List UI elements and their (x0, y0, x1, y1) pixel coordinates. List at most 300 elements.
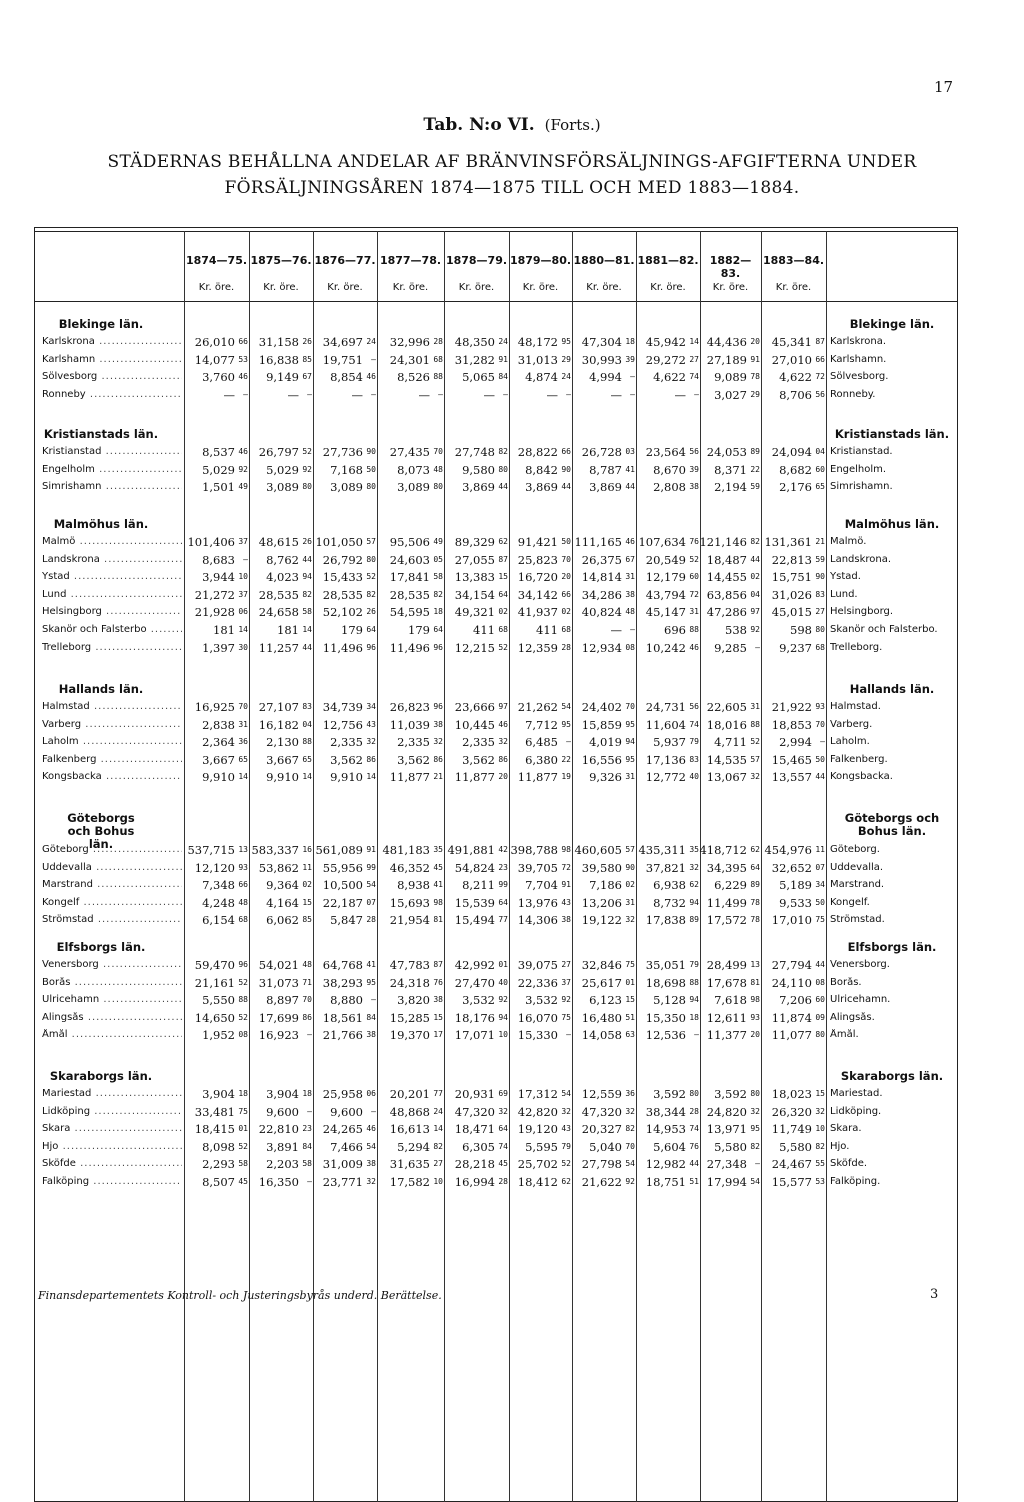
kronor-value: 34,395 (706, 860, 747, 875)
amount-cell (184, 842, 249, 859)
amount-cell (761, 352, 826, 369)
ore-value: 45 (238, 1177, 248, 1186)
ore-value: 06 (366, 1089, 376, 1098)
amount-cell (509, 752, 572, 769)
amount-cell (313, 1156, 377, 1173)
ore-value: 18 (625, 337, 635, 346)
ore-value: 94 (625, 737, 635, 747)
amount-cell (444, 534, 509, 551)
city-name-right: Landskrona. (830, 553, 892, 565)
ore-value: — (566, 1030, 571, 1040)
table-row (0, 1139, 1024, 1156)
kronor-value: 7,618 (714, 993, 747, 1008)
kronor-value: 3,532 (462, 993, 495, 1008)
kronor-value: 3,532 (525, 993, 558, 1008)
ore-value: 77 (498, 915, 508, 925)
kronor-value: 18,412 (517, 1175, 558, 1189)
amount-cell (572, 1139, 636, 1156)
amount-cell (184, 640, 249, 657)
ore-value: 81 (433, 915, 443, 925)
amount-cell (444, 1010, 509, 1027)
ore-value: — (243, 389, 248, 399)
ore-value: 80 (689, 1089, 699, 1098)
amount-cell (636, 842, 700, 859)
kronor-value: 4,622 (779, 370, 812, 385)
amount-cell (444, 877, 509, 894)
amount-cell (700, 1121, 761, 1138)
ore-value: 76 (689, 1141, 699, 1151)
amount-cell (636, 352, 700, 369)
amount-cell (636, 734, 700, 751)
amount-cell (184, 1121, 249, 1138)
amount-cell (377, 369, 444, 386)
ore-value: 32 (498, 737, 508, 747)
kronor-value: 12,179 (645, 570, 686, 585)
ore-value: 37 (561, 977, 571, 987)
unit-header: Kr. öre. (327, 282, 363, 293)
amount-cell (509, 842, 572, 859)
kronor-value: 9,580 (462, 462, 495, 477)
amount-cell (444, 860, 509, 877)
kronor-value: 21,954 (389, 913, 430, 928)
amount-cell (313, 604, 377, 621)
kronor-value: 17,582 (389, 1175, 430, 1189)
amount-cell (249, 479, 313, 496)
kronor-value: 24,603 (389, 552, 430, 567)
ore-value: 54 (366, 880, 376, 890)
amount-cell (444, 1104, 509, 1121)
kronor-value: 3,760 (202, 370, 235, 385)
amount-cell (313, 622, 377, 639)
city-name-left: Malmö ..... (42, 536, 182, 547)
amount-cell (509, 1121, 572, 1138)
amount-cell (377, 992, 444, 1009)
kronor-value: 8,938 (397, 878, 430, 893)
ore-value: 21 (815, 537, 825, 546)
kronor-value: 20,327 (581, 1122, 622, 1137)
amount-cell (509, 479, 572, 496)
amount-cell (313, 1010, 377, 1027)
kronor-value: 38,344 (645, 1104, 686, 1119)
ore-value: 64 (498, 1124, 508, 1134)
amount-cell (184, 1027, 249, 1044)
amount-cell (572, 479, 636, 496)
year-header: 1883—84. (762, 254, 825, 267)
ore-value: 50 (815, 754, 825, 764)
year-header: 1878—79. (445, 254, 508, 267)
ore-value: 08 (238, 1030, 248, 1040)
ore-value: — (307, 389, 312, 399)
city-name-left: Helsingborg ..... (42, 606, 182, 617)
ore-value: 65 (238, 754, 248, 764)
kronor-value: 2,194 (714, 480, 747, 495)
ore-value: 46 (238, 372, 248, 382)
amount-cell (509, 622, 572, 639)
amount-cell (377, 769, 444, 786)
ore-value: 66 (561, 589, 571, 599)
amount-cell (444, 895, 509, 912)
table-row (0, 1027, 1024, 1044)
ore-value: 14 (302, 772, 312, 782)
amount-cell (636, 640, 700, 657)
ore-value: 48 (302, 960, 312, 969)
kronor-value: 460,605 (574, 843, 622, 857)
table-row (0, 369, 1024, 386)
kronor-value: 3,869 (525, 480, 558, 495)
county-heading-right: Blekinge län. (849, 317, 935, 331)
amount-cell (761, 640, 826, 657)
kronor-value: 9,600 (266, 1104, 299, 1119)
amount-cell (184, 1086, 249, 1103)
ore-value: 98 (433, 897, 443, 907)
ore-value: 70 (433, 447, 443, 456)
ore-value: 02 (498, 607, 508, 617)
amount-cell (313, 479, 377, 496)
amount-cell (184, 877, 249, 894)
amount-cell (509, 769, 572, 786)
amount-cell (184, 1139, 249, 1156)
ore-value: 75 (561, 1012, 571, 1022)
kronor-value: 7,206 (779, 993, 812, 1008)
ore-value: 02 (302, 880, 312, 890)
kronor-value: 491,881 (447, 843, 495, 857)
kronor-value: — (223, 387, 235, 402)
amount-cell (636, 622, 700, 639)
ore-value: 87 (498, 554, 508, 564)
ore-value: 70 (815, 719, 825, 729)
amount-cell (636, 1086, 700, 1103)
city-name-left: Sköfde ..... (42, 1158, 182, 1169)
amount-cell (572, 444, 636, 461)
city-name-right: Göteborg. (830, 844, 880, 855)
ore-value: 38 (689, 482, 699, 492)
ore-value: 08 (625, 642, 635, 652)
ore-value: 66 (561, 447, 571, 456)
kronor-value: 54,824 (454, 860, 495, 875)
kronor-value: 27,470 (454, 975, 495, 990)
ore-value: 02 (750, 572, 760, 582)
amount-cell (313, 334, 377, 351)
kronor-value: 27,748 (454, 445, 495, 459)
city-name-right: Hjo. (830, 1140, 850, 1152)
amount-cell (572, 1156, 636, 1173)
kronor-value: 5,128 (653, 993, 686, 1008)
amount-cell (572, 569, 636, 586)
ore-value: 77 (433, 1089, 443, 1098)
kronor-value: 17,994 (706, 1175, 747, 1189)
ore-value: 28 (366, 915, 376, 925)
ore-value: 30 (238, 642, 248, 652)
kronor-value: 27,055 (454, 552, 495, 567)
kronor-value: 27,794 (771, 958, 812, 972)
kronor-value: 52,102 (322, 605, 363, 620)
amount-cell (377, 1139, 444, 1156)
amount-cell (761, 1104, 826, 1121)
ore-value: 94 (498, 1012, 508, 1022)
amount-cell (761, 975, 826, 992)
kronor-value: 26,797 (258, 445, 299, 459)
kronor-value: 16,838 (258, 352, 299, 367)
amount-cell (184, 1104, 249, 1121)
kronor-value: 2,293 (202, 1157, 235, 1172)
kronor-value: 34,154 (454, 587, 495, 602)
amount-cell (761, 699, 826, 716)
ore-value: 36 (238, 737, 248, 747)
kronor-value: 25,823 (517, 552, 558, 567)
kronor-value: 14,650 (194, 1010, 235, 1025)
ore-value: 83 (815, 589, 825, 599)
city-name-right: Strömstad. (830, 914, 885, 926)
city-name-right: Skara. (830, 1123, 862, 1135)
ore-value: 60 (689, 572, 699, 582)
ore-value: 50 (366, 464, 376, 474)
kronor-value: 11,874 (771, 1010, 812, 1025)
amount-cell (509, 1104, 572, 1121)
amount-cell (700, 334, 761, 351)
ore-value: 02 (561, 607, 571, 617)
kronor-value: 39,705 (517, 860, 558, 875)
ore-value: 75 (815, 915, 825, 925)
amount-cell (249, 604, 313, 621)
kronor-value: 31,635 (389, 1157, 430, 1172)
amount-cell (700, 975, 761, 992)
ore-value: 86 (498, 754, 508, 764)
amount-cell (249, 1121, 313, 1138)
ore-value: 42 (498, 845, 508, 854)
kronor-value: 37,821 (645, 860, 686, 875)
ore-value: 13 (750, 960, 760, 969)
ore-value: 96 (433, 702, 443, 711)
kronor-value: 27,798 (581, 1157, 622, 1172)
amount-cell (377, 752, 444, 769)
amount-cell (313, 569, 377, 586)
amount-cell (249, 444, 313, 461)
amount-cell (636, 369, 700, 386)
amount-cell (249, 1027, 313, 1044)
city-name-left: Simrishamn ..... (42, 481, 182, 492)
kronor-value: 3,869 (462, 480, 495, 495)
city-name-right: Trelleborg. (830, 641, 883, 653)
kronor-value: 11,749 (771, 1122, 812, 1137)
unit-header: Kr. öre. (392, 282, 429, 293)
amount-cell (572, 842, 636, 859)
amount-cell (444, 387, 509, 404)
amount-cell (509, 462, 572, 479)
ore-value: 84 (302, 1141, 312, 1151)
amount-cell (572, 1174, 636, 1191)
amount-cell (313, 992, 377, 1009)
ore-value: 54 (561, 1089, 571, 1098)
kronor-value: 24,265 (322, 1122, 363, 1137)
amount-cell (313, 699, 377, 716)
ore-value: 28 (498, 1177, 508, 1186)
ore-value: 52 (238, 977, 248, 987)
ore-value: 91 (561, 880, 571, 890)
ore-value: 45 (498, 1159, 508, 1169)
amount-cell (444, 604, 509, 621)
ore-value: 92 (750, 625, 760, 634)
ore-value: 28 (561, 642, 571, 652)
kronor-value: 9,600 (330, 1104, 363, 1119)
ore-value: — (630, 372, 635, 382)
ore-value: 97 (498, 702, 508, 711)
county-heading-left: Göteborgs och Bohus län. (67, 811, 135, 851)
amount-cell (184, 895, 249, 912)
ore-value: 27 (561, 960, 571, 969)
city-name-left: Alingsås ..... (42, 1012, 182, 1023)
ore-value: 04 (815, 447, 825, 456)
ore-value: 68 (561, 625, 571, 634)
kronor-value: 17,699 (258, 1010, 299, 1025)
kronor-value: 16,480 (581, 1010, 622, 1025)
kronor-value: 4,994 (589, 370, 622, 385)
ore-value: 80 (302, 482, 312, 492)
amount-cell (700, 569, 761, 586)
ore-value: 82 (498, 447, 508, 456)
ore-value: 87 (433, 960, 443, 969)
heading-line-1: STÄDERNAS BEHÅLLNA ANDELAR AF BRÄNVINSFÖRSÄLJNINGS-AFGIFTERNA UNDER (107, 152, 917, 172)
year-header: 1881—82. (637, 254, 699, 267)
amount-cell (444, 369, 509, 386)
kronor-value: 63,856 (706, 587, 747, 602)
ore-value: 43 (561, 897, 571, 907)
amount-cell (249, 534, 313, 551)
ore-value: 60 (815, 464, 825, 474)
ore-value: 32 (689, 862, 699, 872)
kronor-value: 18,751 (645, 1175, 686, 1189)
ore-value: 48 (238, 897, 248, 907)
amount-cell (700, 912, 761, 929)
kronor-value: 6,154 (202, 913, 235, 928)
city-name-right: Venersborg. (830, 959, 890, 970)
amount-cell (313, 387, 377, 404)
kronor-value: 12,120 (194, 860, 235, 875)
amount-cell (377, 604, 444, 621)
amount-cell (184, 462, 249, 479)
kronor-value: 5,294 (397, 1139, 430, 1154)
ore-value: 83 (302, 702, 312, 711)
kronor-value: 9,285 (714, 640, 747, 655)
ore-value: 28 (689, 1106, 699, 1116)
kronor-value: 19,120 (517, 1122, 558, 1137)
kronor-value: 9,089 (714, 370, 747, 385)
kronor-value: 28,535 (389, 587, 430, 602)
kronor-value: 7,348 (202, 878, 235, 893)
amount-cell (761, 1156, 826, 1173)
city-name-left: Marstrand ..... (42, 879, 182, 890)
kronor-value: 9,149 (266, 370, 299, 385)
kronor-value: 2,808 (653, 480, 686, 495)
kronor-value: 20,201 (389, 1087, 430, 1101)
kronor-value: 5,029 (266, 462, 299, 477)
city-name-right: Åmål. (830, 1029, 859, 1041)
ore-value: 37 (238, 589, 248, 599)
kronor-value: 43,794 (645, 587, 686, 602)
amount-cell (572, 895, 636, 912)
kronor-value: 15,433 (322, 570, 363, 585)
table-row (0, 895, 1024, 912)
kronor-value: 34,739 (322, 700, 363, 714)
ore-value: 80 (366, 482, 376, 492)
kronor-value: 59,470 (194, 958, 235, 972)
ore-value: 93 (750, 1012, 760, 1022)
amount-cell (509, 975, 572, 992)
kronor-value: 107,634 (638, 535, 686, 549)
kronor-value: 9,910 (330, 770, 363, 785)
county-heading-right: Göteborgs och Bohus län. (844, 811, 940, 838)
city-name-right: Sölvesborg. (830, 371, 889, 383)
amount-cell (636, 334, 700, 351)
city-name-left: Kristianstad ..... (42, 446, 182, 457)
kronor-value: 3,089 (397, 480, 430, 495)
amount-cell (313, 842, 377, 859)
ore-value: 07 (815, 862, 825, 872)
amount-cell (249, 912, 313, 929)
ore-value: 15 (498, 572, 508, 582)
kronor-value: 8,670 (653, 462, 686, 477)
ore-value: 11 (815, 845, 825, 854)
amount-cell (377, 1027, 444, 1044)
amount-cell (313, 769, 377, 786)
kronor-value: 55,956 (322, 860, 363, 875)
kronor-value: 6,305 (462, 1139, 495, 1154)
amount-cell (572, 387, 636, 404)
ore-value: 94 (689, 995, 699, 1005)
kronor-value: 19,751 (322, 352, 363, 367)
amount-cell (444, 587, 509, 604)
city-name-left: Ronneby ..... (42, 389, 182, 400)
kronor-value: 22,336 (517, 975, 558, 990)
amount-cell (509, 587, 572, 604)
ore-value: 95 (561, 337, 571, 346)
ore-value: 52 (302, 447, 312, 456)
amount-cell (313, 534, 377, 551)
ore-value: 04 (302, 719, 312, 729)
ore-value: 44 (815, 772, 825, 782)
kronor-value: 5,550 (202, 993, 235, 1008)
ore-value: 46 (366, 372, 376, 382)
kronor-value: 34,697 (322, 335, 363, 349)
ore-value: 88 (689, 977, 699, 987)
ore-value: 24 (433, 1106, 443, 1116)
ore-value: 04 (750, 589, 760, 599)
kronor-value: 41,937 (517, 605, 558, 620)
kronor-value: 15,577 (771, 1175, 812, 1189)
amount-cell (509, 352, 572, 369)
kronor-value: 27,107 (258, 700, 299, 714)
ore-value: — (694, 1030, 699, 1040)
table-row (0, 479, 1024, 496)
ore-value: 32 (750, 1106, 760, 1116)
ore-value: 81 (750, 977, 760, 987)
kronor-value: 4,622 (653, 370, 686, 385)
ore-value: 89 (750, 880, 760, 890)
amount-cell (249, 699, 313, 716)
amount-cell (700, 587, 761, 604)
amount-cell (761, 479, 826, 496)
amount-cell (761, 1027, 826, 1044)
kronor-value: 17,010 (771, 913, 812, 928)
city-name-left: Kongsbacka ..... (42, 771, 182, 782)
kronor-value: 34,142 (517, 587, 558, 602)
kronor-value: 45,147 (645, 605, 686, 620)
amount-cell (636, 957, 700, 974)
kronor-value: 181 (213, 623, 235, 637)
amount-cell (700, 534, 761, 551)
amount-cell (184, 912, 249, 929)
amount-cell (761, 387, 826, 404)
kronor-value: 101,050 (315, 535, 363, 549)
